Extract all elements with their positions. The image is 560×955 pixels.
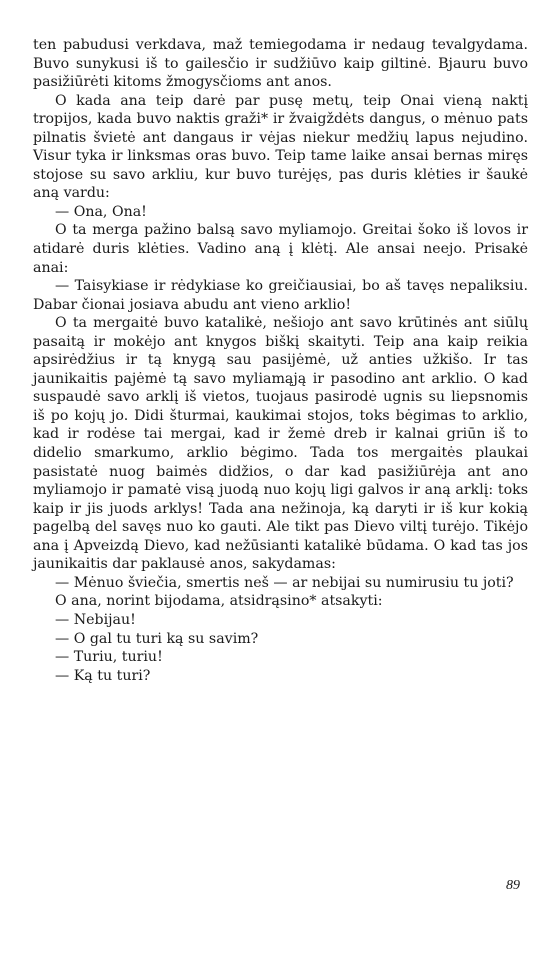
body-text [33,36,528,685]
dialogue-line: — Ona, Ona! [55,203,147,220]
paragraph: ten pabudusi verkdava, maž temiegodama ir nedaug tevalgydama. Buvo sunykusi iš to gailesčio ir sudžiūvo kaip giltinė. Bjauru buvo pasižiūrėti kitoms žmogysčioms ant anos. [33,37,528,91]
dialogue-line: — Taisykiase ir rėdykiase ko greičiausiai, bo aš tavęs nepaliksiu. Dabar čionai josiava abudu ant vieno arklio! [33,278,528,313]
dialogue-line: — O gal tu turi ką su savim? [55,630,259,647]
paragraph: O ana, norint bijodama, atsidrąsino* atsakyti: [55,593,383,610]
paragraph: O ta merga pažino balsą savo myliamojo. Greitai šoko iš lovos ir atidarė duris klėties. Vadino aną į klėtį. Ale ansai neejo. Prisakė anai: [33,222,528,276]
paragraph: O kada ana teip darė par pusę metų, teip Onai vieną naktį tropijos, kada buvo naktis graži* ir žvaigždėts dangus, o mėnuo pats pilnatis švietė ant dangaus ir vėjas niekur medžių lapus nejudino. Visur tyka ir linksmas oras buvo. Teip tame laike ansai bernas miręs stojose su savo arkliu, kur buvo turėjęs, pas duris klėties ir šaukė aną vardu: [33,92,528,202]
dialogue-line: — Ką tu turi? [55,667,151,684]
dialogue-line: — Nebijau! [55,611,136,628]
paragraph: O ta mergaitė buvo katalikė, nešiojo ant savo krūtinės ant siūlų pasaitą ir mokėjo ant knygos biškį skaityti. Teip ana kaip reikia apsirėdžius ir tą knygą sau pasijėmė, už anties užkišo. Ir tas jaunikaitis pajėmė tą savo myliamąją ir pasodino ant arklio. O kad suspaudė savo arklį iš vietos, tuojaus pasirodė ugnis su liepsnomis iš po kojų jo. Didi šturmai, kaukimai stojos, toks bėgimas to arklio, kad ir rodėse tai mergai, kad ir žemė dreb ir kalnai griūn iš to didelio smarkumo, arklio bėgimo. Tada tos mergaitės plaukai pasistatė nuog baimės didžios, o dar kad pasižiūrėja ant ano myliamojo ir pamatė visą juodą nuo kojų ligi galvos ir aną arklį: toks kaip ir jis juods arklys! Tada ana nežinoja, ką daryti ir iš kur kokią pagelbą del savęs nuo ko gauti. Ale tikt pas Dievo viltį turėjo. Tikėjo ana į Apveizdą Dievo, kad nežūsianti katalikė būdama. O kad tas jos jaunikaitis dar paklausė anos, sakydamas: [33,315,528,573]
dialogue-line: — Mėnuo šviečia, smertis neš — ar nebijai su numirusiu tu joti? [55,574,514,591]
dialogue-line: — Turiu, turiu! [55,649,163,666]
page-number: 89 [506,878,520,893]
